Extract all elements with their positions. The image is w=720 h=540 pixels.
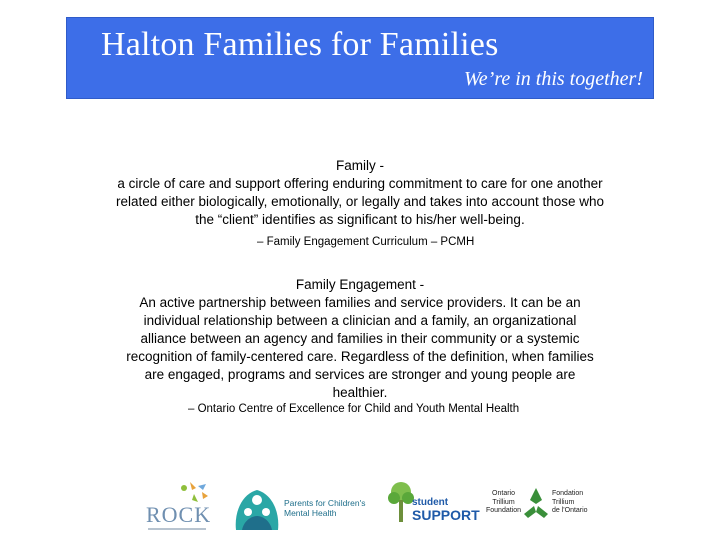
- pcmh-logo-line: Parents for Children's: [284, 498, 366, 508]
- definition-line: a circle of care and support offering enduring commitment to care for one another: [117, 176, 603, 191]
- definition-family-engagement: [0, 276, 720, 402]
- trillium-en-line: Trillium: [492, 498, 515, 506]
- definition-line: recognition of family-centered care. Regardless of the definition, when families: [126, 349, 594, 364]
- student-support-logo: [386, 478, 480, 533]
- trillium-fr-text: [552, 490, 588, 516]
- definition-term: Family Engagement -: [295, 277, 425, 292]
- definition-line: alliance between an agency and families in their community or a systemic: [140, 331, 580, 346]
- trillium-fr-line: Fondation: [552, 490, 584, 497]
- definition-family: [0, 157, 720, 229]
- pcmh-emblem-icon: [232, 478, 282, 533]
- trillium-en-line: Ontario: [492, 490, 515, 497]
- definition-attribution: – Family Engagement Curriculum – PCMH: [257, 236, 475, 248]
- pcmh-logo: [232, 478, 382, 533]
- student-support-logo-text: [412, 496, 480, 522]
- trillium-fr-line: de l'Ontario: [552, 507, 588, 514]
- trillium-flower-icon: [520, 486, 552, 522]
- pcmh-logo-line: Mental Health: [284, 508, 337, 518]
- sponsor-logos: [0, 478, 720, 533]
- student-support-logo-line: student: [412, 497, 449, 508]
- trillium-en-text: [486, 490, 521, 516]
- rock-logo-text: ROCK: [146, 502, 212, 527]
- trillium-en-line: Foundation: [486, 507, 522, 514]
- definition-line: related either biologically, emotionally, or legally and takes into account those who: [115, 194, 605, 209]
- definition-line: healthier.: [332, 385, 388, 400]
- student-support-logo-line: SUPPORT: [412, 507, 480, 523]
- page-title: Halton Families for Families: [101, 26, 499, 63]
- title-banner: [66, 17, 654, 99]
- tagline: We’re in this together!: [463, 68, 643, 90]
- definition-attribution: – Ontario Centre of Excellence for Child and Youth Mental Health: [188, 403, 520, 415]
- definition-line: individual relationship between a clinician and a family, an organizational: [143, 313, 577, 328]
- definition-line: the “client” identifies as significant to his/her well-being.: [195, 212, 525, 227]
- definition-line: An active partnership between families and service providers. It can be an: [139, 295, 581, 310]
- trillium-fr-line: Trillium: [552, 498, 575, 506]
- rock-logo: [144, 478, 214, 533]
- pcmh-logo-text: [284, 498, 365, 518]
- definition-term: Family -: [336, 158, 384, 173]
- rock-tagline-line: [148, 528, 206, 530]
- trillium-logo: [484, 478, 594, 533]
- definition-line: are engaged, programs and services are stronger and young people are: [144, 367, 576, 382]
